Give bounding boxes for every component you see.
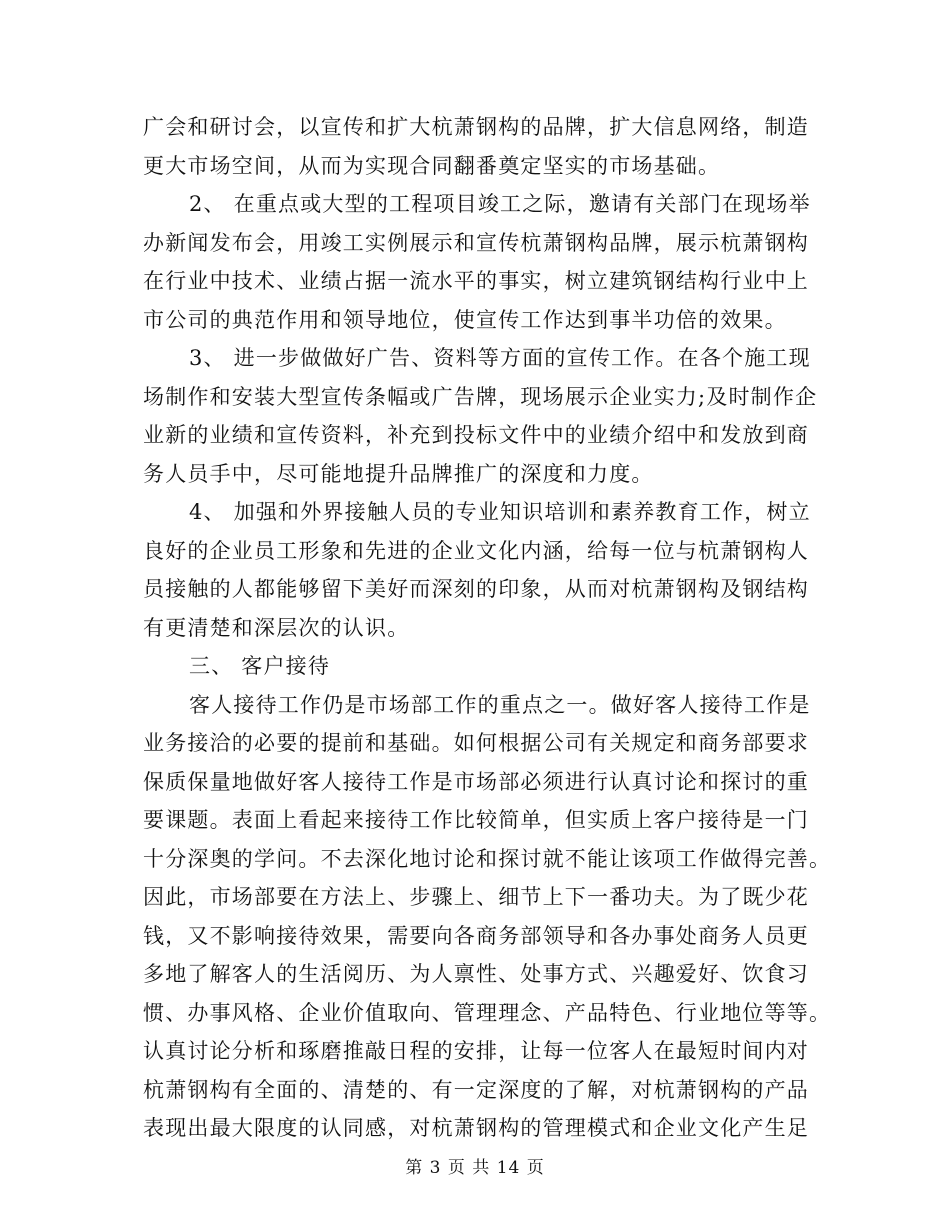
body-text-line: 惯、办事风格、企业价值取向、管理理念、产品特色、行业地位等等。 — [143, 1000, 832, 1025]
body-text-line: 因此，市场部要在方法上、步骤上、细节上下一番功夫。为了既少花 — [143, 885, 809, 909]
body-text-line: 2、 在重点或大型的工程项目竣工之际，邀请有关部门在现场举 — [189, 192, 811, 216]
body-text-line: 表现出最大限度的认同感，对杭萧钢构的管理模式和企业文化产生足 — [143, 1116, 809, 1140]
body-text-line: 要课题。表面上看起来接待工作比较简单，但实质上客户接待是一门 — [143, 808, 809, 832]
body-text-line: 3、 进一步做做好广告、资料等方面的宣传工作。在各个施工现 — [189, 346, 811, 370]
body-text-line: 杭萧钢构有全面的、清楚的、有一定深度的了解，对杭萧钢构的产品 — [143, 1077, 809, 1102]
body-text-line: 客人接待工作仍是市场部工作的重点之一。做好客人接待工作是 — [189, 692, 811, 717]
document-body — [143, 108, 832, 1148]
body-text-line: 钱，又不影响接待效果，需要向各商务部领导和各办事处商务人员更 — [143, 923, 809, 948]
body-text-line: 多地了解客人的生活阅历、为人禀性、处事方式、兴趣爱好、饮食习 — [143, 962, 809, 986]
body-text-line: 十分深奥的学问。不去深化地讨论和探讨就不能让该项工作做得完善。 — [143, 846, 832, 871]
body-text-line: 广会和研讨会，以宣传和扩大杭萧钢构的品牌，扩大信息网络，制造 — [143, 115, 809, 139]
body-text-line: 4、 加强和外界接触人员的专业知识培训和素养教育工作，树立 — [189, 500, 811, 524]
body-text-line: 业务接洽的必要的提前和基础。如何根据公司有关规定和商务部要求 — [143, 731, 809, 755]
body-text-line: 业新的业绩和宣传资料，补充到投标文件中的业绩介绍中和发放到商 — [143, 423, 809, 447]
page-footer: 第 3 页 共 14 页 — [405, 1158, 545, 1178]
body-text-line: 场制作和安装大型宣传条幅或广告牌，现场展示企业实力;及时制作企 — [143, 384, 818, 409]
body-text-line: 市公司的典范作用和领导地位，使宣传工作达到事半功倍的效果。 — [143, 307, 787, 332]
body-text-line: 更大市场空间，从而为实现合同翻番奠定坚实的市场基础。 — [143, 153, 721, 178]
body-text-line: 三、 客户接待 — [189, 654, 331, 678]
body-text-line: 在行业中技术、业绩占据一流水平的事实，树立建筑钢结构行业中上 — [143, 269, 809, 293]
body-text-line: 务人员手中，尽可能地提升品牌推广的深度和力度。 — [143, 461, 654, 486]
body-text-line: 认真讨论分析和琢磨推敲日程的安排，让每一位客人在最短时间内对 — [143, 1039, 809, 1063]
body-text-line: 有更清楚和深层次的认识。 — [143, 615, 410, 640]
body-text-line: 保质保量地做好客人接待工作是市场部必须进行认真讨论和探讨的重 — [143, 769, 809, 794]
body-text-line: 良好的企业员工形象和先进的企业文化内涵，给每一位与杭萧钢构人 — [143, 538, 809, 563]
body-text-line: 办新闻发布会，用竣工实例展示和宣传杭萧钢构品牌，展示杭萧钢构 — [143, 230, 809, 255]
body-text-line: 员接触的人都能够留下美好而深刻的印象，从而对杭萧钢构及钢结构 — [143, 577, 809, 601]
